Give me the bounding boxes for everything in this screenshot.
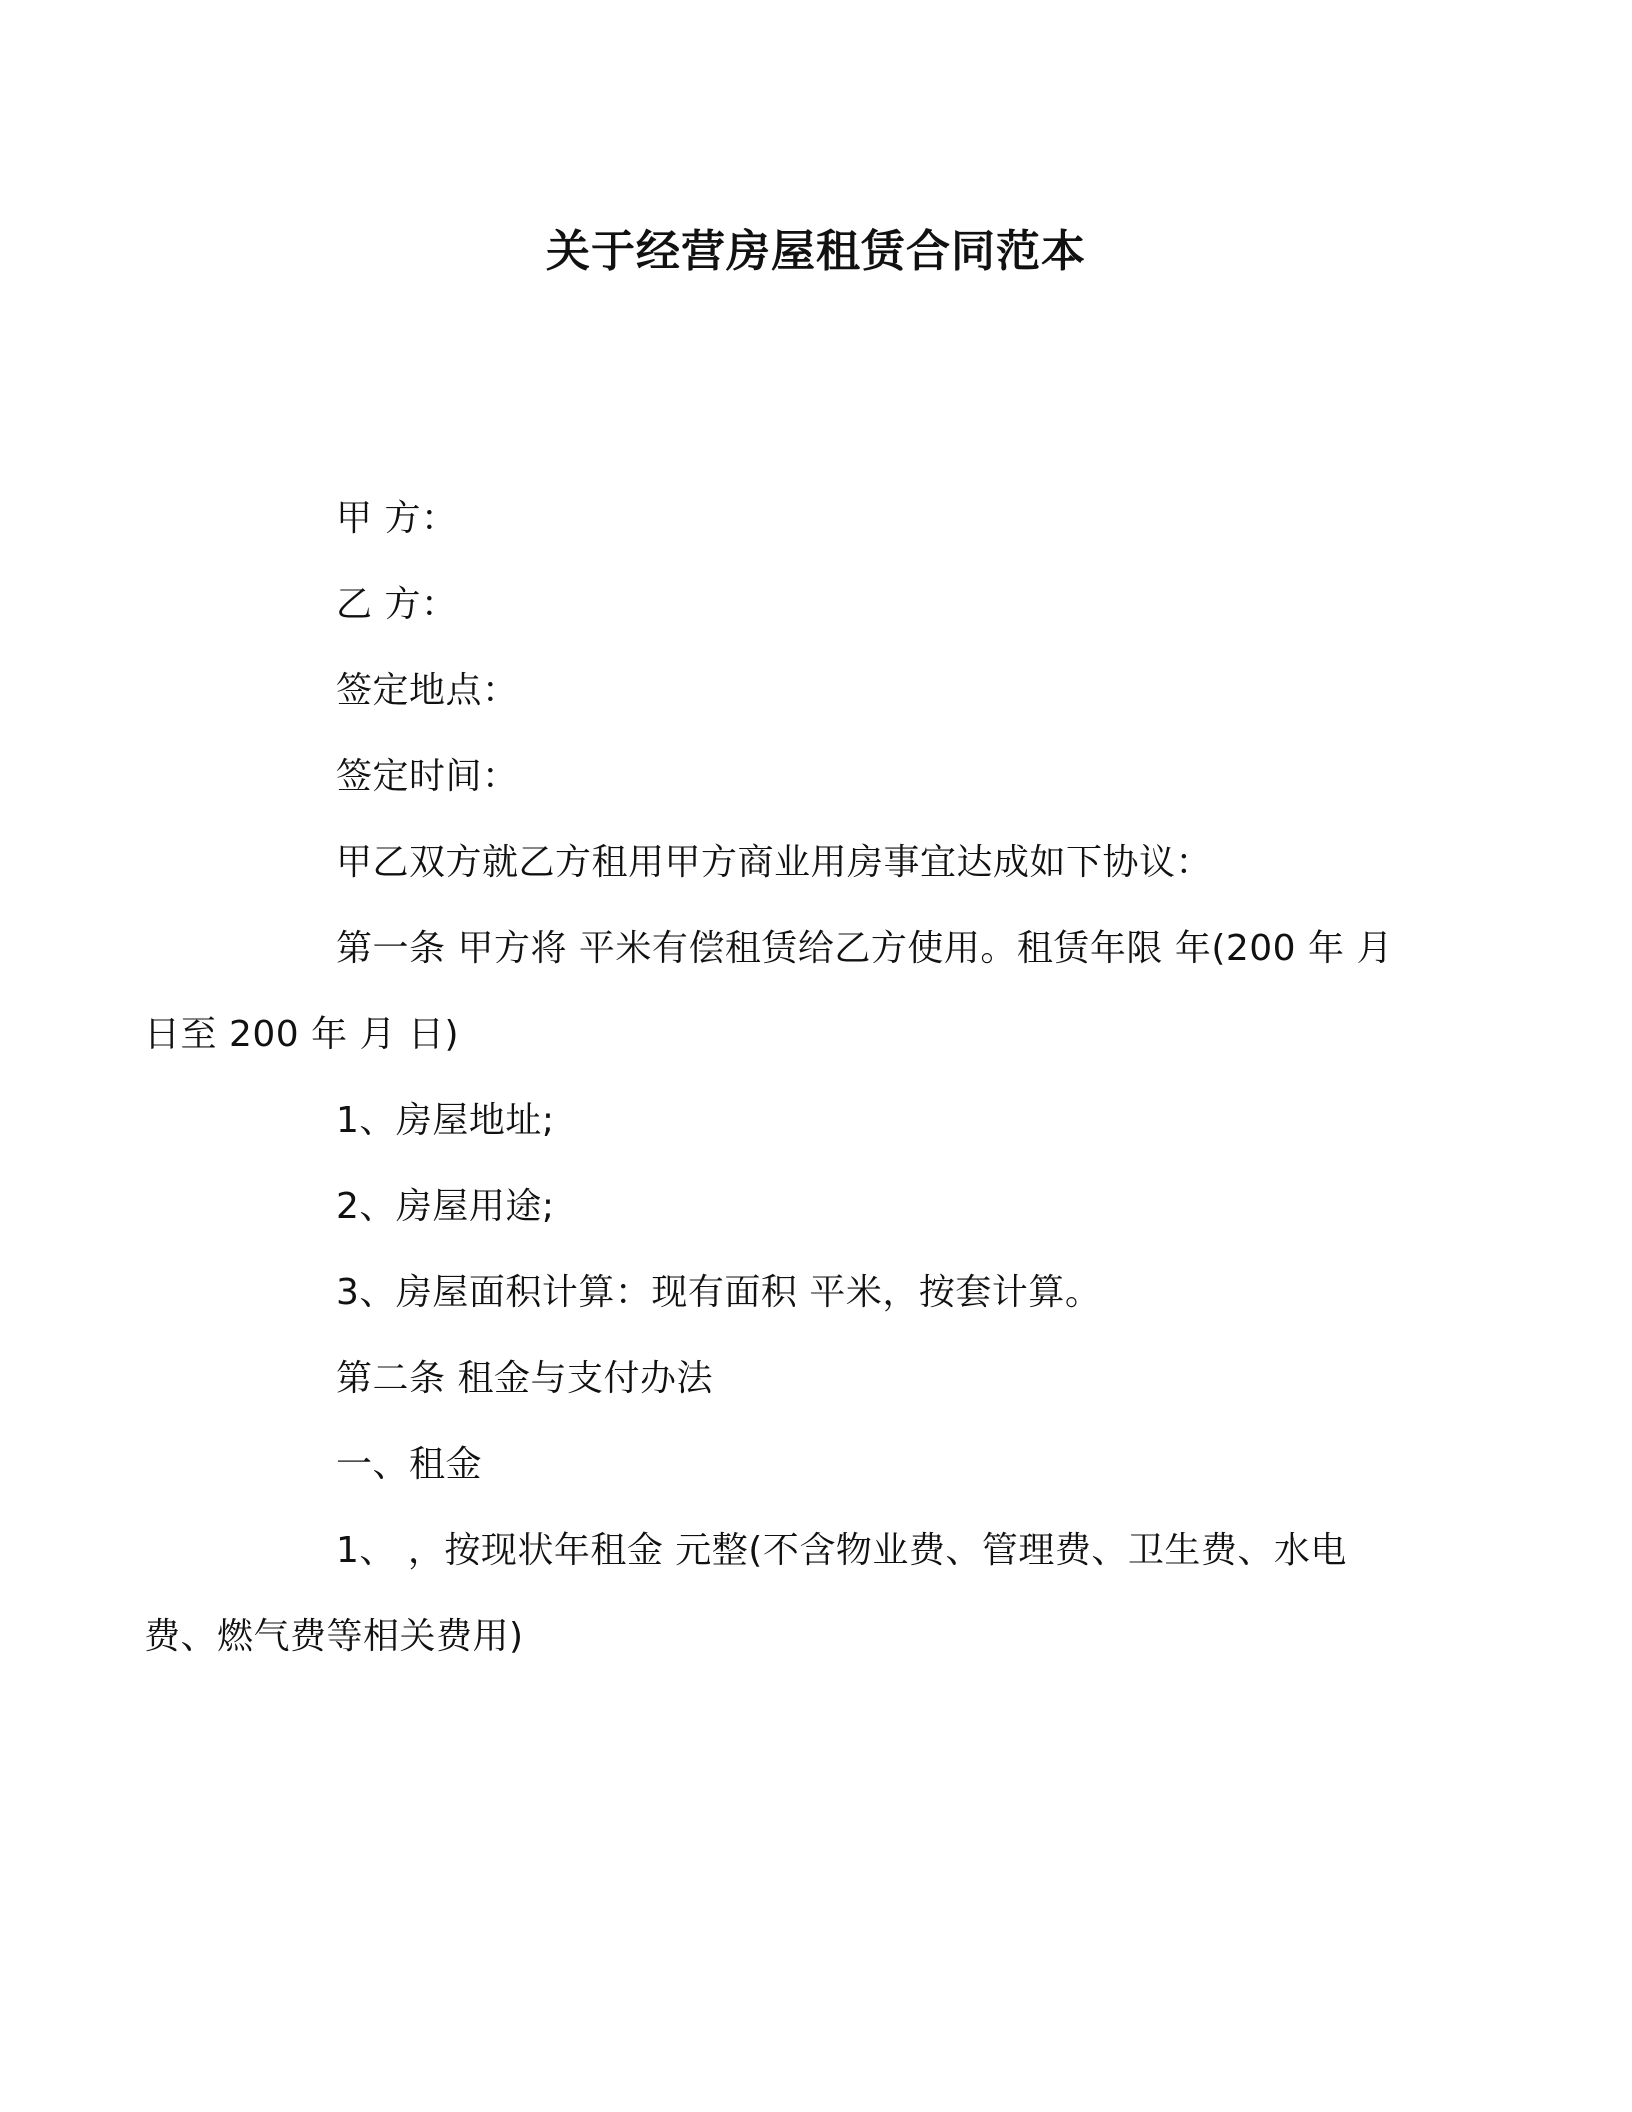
rent-item-one-line2: 费、燃气费等相关费用) xyxy=(144,1616,524,1657)
rent-item-one-line1: 1、 ，按现状年租金 元整(不含物业费、管理费、卫生费、水电 xyxy=(336,1530,1347,1571)
article-one-line2: 日至 200 年 月 日) xyxy=(144,1014,460,1055)
list-item-usage: 2、房屋用途; xyxy=(336,1186,555,1227)
signing-place-line: 签定地点： xyxy=(336,670,519,711)
list-item-area: 3、房屋面积计算：现有面积 平米，按套计算。 xyxy=(336,1272,1102,1313)
document-title: 关于经营房屋租赁合同范本 xyxy=(546,226,1086,277)
agreement-intro: 甲乙双方就乙方租用甲方商业用房事宜达成如下协议： xyxy=(336,842,1213,883)
party-b-line: 乙 方： xyxy=(336,584,458,625)
article-two-heading: 第二条 租金与支付办法 xyxy=(336,1358,713,1399)
party-a-line: 甲 方： xyxy=(336,498,458,539)
article-one-line1: 第一条 甲方将 平米有偿租赁给乙方使用。租赁年限 年(200 年 月 xyxy=(336,928,1393,969)
article-one xyxy=(240,906,1400,992)
article-one-continued xyxy=(144,992,1400,1078)
rent-item-one-continued xyxy=(144,1594,1400,1680)
rent-item-one xyxy=(240,1508,1400,1594)
list-item-address: 1、房屋地址; xyxy=(336,1100,555,1141)
document-body xyxy=(144,476,1400,1680)
section-rent-heading: 一、租金 xyxy=(336,1444,483,1485)
signing-time-line: 签定时间： xyxy=(336,756,519,797)
